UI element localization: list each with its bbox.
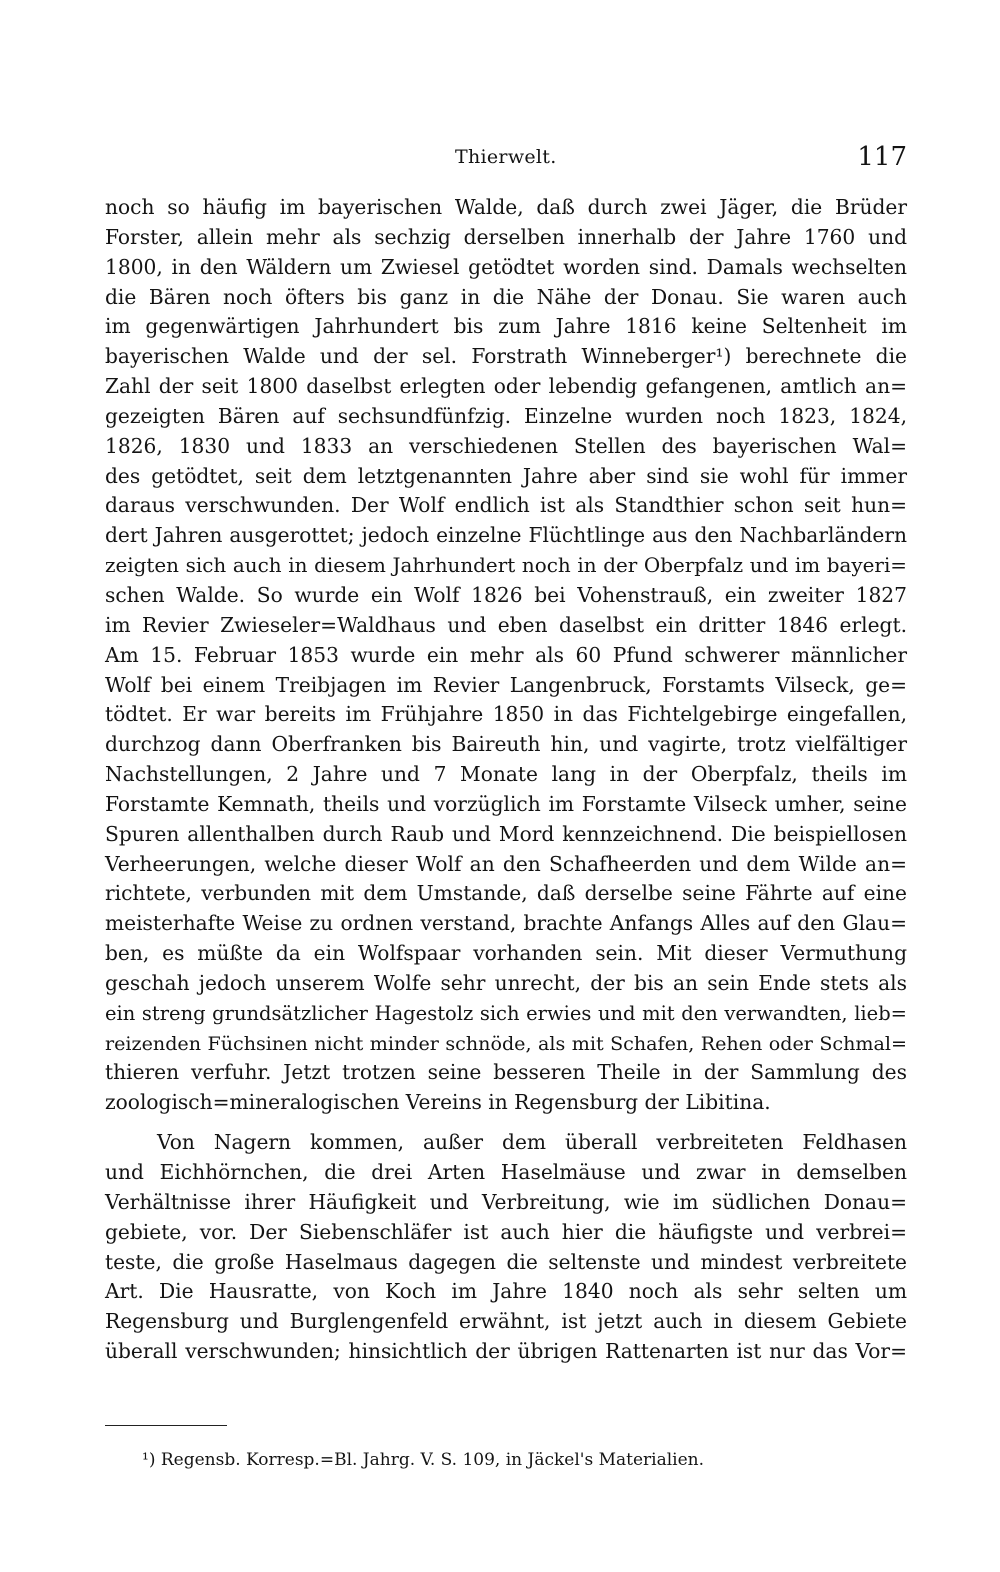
footnote-divider <box>105 1425 227 1426</box>
text-line: bayerischen Walde und der sel. Forstrath Winneberger¹) berechnete die <box>105 344 907 369</box>
text-line: Nachstellungen, 2 Jahre und 7 Monate lang in der Oberpfalz, theils im <box>105 762 907 787</box>
text-line: meisterhafte Weise zu ordnen verstand, brachte Anfangs Alles auf den Glau= <box>105 911 907 936</box>
text-line: thieren verfuhr. Jetzt trotzen seine besseren Theile in der Sammlung des <box>105 1060 907 1085</box>
text-line: und Eichhörnchen, die drei Arten Haselmäuse und zwar in demselben <box>105 1160 907 1184</box>
text-line: tödtet. Er war bereits im Frühjahre 1850 in das Fichtelgebirge eingefallen, <box>105 702 907 727</box>
text-line: Forstamte Kemnath, theils und vorzüglich im Forstamte Vilseck umher, seine <box>105 791 907 816</box>
body-text <box>105 193 907 1367</box>
paragraph <box>105 193 907 1118</box>
text-line: Regensburg und Burglengenfeld erwähnt, ist jetzt auch in diesem Gebiete <box>105 1309 907 1334</box>
text-line: reizenden Füchsinen nicht minder schnöde, als mit Schafen, Rehen oder Schmal= <box>105 1031 907 1055</box>
text-line: Wolf bei einem Treibjagen im Revier Langenbruck, Forstamts Vilseck, ge= <box>105 672 907 697</box>
text-line: die Bären noch öfters bis ganz in die Nähe der Donau. Sie waren auch <box>105 284 907 309</box>
running-head <box>105 142 907 178</box>
text-line: ben, es müßte da ein Wolfspaar vorhanden sein. Mit dieser Vermuthung <box>105 941 907 966</box>
text-line: noch so häufig im bayerischen Walde, daß durch zwei Jäger, die Brüder <box>105 195 907 219</box>
text-line: durchzog dann Oberfranken bis Baireuth hin, und vagirte, trotz vielfältiger <box>105 732 907 757</box>
text-line: Zahl der seit 1800 daselbst erlegten oder lebendig gefangenen, amtlich an= <box>105 374 907 399</box>
paragraph-gap <box>105 1118 907 1128</box>
text-line: Verheerungen, welche dieser Wolf an den Schafheerden und dem Wilde an= <box>105 851 907 876</box>
text-line: Von Nagern kommen, außer dem überall verbreiteten Feldhasen <box>157 1130 907 1155</box>
text-line: geschah jedoch unserem Wolfe sehr unrecht, der bis an sein Ende stets als <box>105 970 907 995</box>
text-line: im gegenwärtigen Jahrhundert bis zum Jahre 1816 keine Seltenheit im <box>105 314 907 339</box>
text-line: gezeigten Bären auf sechsundfünfzig. Einzelne wurden noch 1823, 1824, <box>105 403 907 428</box>
text-line: Art. Die Hausratte, von Koch im Jahre 1840 noch als sehr selten um <box>105 1279 907 1304</box>
footnote-text: Regensb. Korresp.=Bl. Jahrg. V. S. 109, in Jäckel's Materialien. <box>160 1450 705 1470</box>
text-line: Am 15. Februar 1853 wurde ein mehr als 60 Pfund schwerer männlicher <box>105 642 907 667</box>
text-line: zeigten sich auch in diesem Jahrhundert noch in der Oberpfalz und im bayeri= <box>105 554 907 578</box>
text-line: im Revier Zwieseler=Waldhaus und eben daselbst ein dritter 1846 erlegt. <box>105 612 907 637</box>
text-line: teste, die große Haselmaus dagegen die seltenste und mindest verbreitete <box>105 1249 907 1274</box>
footnote <box>142 1446 704 1474</box>
text-line: 1826, 1830 und 1833 an verschiedenen Stellen des bayerischen Wal= <box>105 433 907 458</box>
text-line: Spuren allenthalben durch Raub und Mord kennzeichnend. Die beispiellosen <box>105 821 907 846</box>
text-line: gebiete, vor. Der Siebenschläfer ist auch hier die häufigste und verbrei= <box>105 1219 907 1244</box>
text-line: ein streng grundsätzlicher Hagestolz sich erwies und mit den verwandten, lieb= <box>105 1001 907 1025</box>
text-line: zoologisch=mineralogischen Vereins in Regensburg der Libitina. <box>105 1090 771 1115</box>
text-line: überall verschwunden; hinsichtlich der übrigen Rattenarten ist nur das Vor= <box>105 1339 907 1364</box>
text-line: dert Jahren ausgerottet; jedoch einzelne Flüchtlinge aus den Nachbarländern <box>105 523 907 548</box>
footnote-marker: ¹) <box>142 1450 156 1470</box>
text-line: 1800, in den Wäldern um Zwiesel getödtet worden sind. Damals wechselten <box>105 254 907 279</box>
text-line: richtete, verbunden mit dem Umstande, daß derselbe seine Fährte auf eine <box>105 881 907 906</box>
text-line: daraus verschwunden. Der Wolf endlich ist als Standthier schon seit hun= <box>105 493 907 518</box>
paragraph <box>105 1128 907 1367</box>
section-title: Thierwelt. <box>455 146 557 168</box>
text-line: schen Walde. So wurde ein Wolf 1826 bei Vohenstrauß, ein zweiter 1827 <box>105 582 907 607</box>
text-line: des getödtet, seit dem letztgenannten Jahre aber sind sie wohl für immer <box>105 463 907 488</box>
text-line: Verhältnisse ihrer Häufigkeit und Verbreitung, wie im südlichen Donau= <box>105 1189 907 1214</box>
page-number: 117 <box>857 142 907 172</box>
text-line: Forster, allein mehr als sechzig derselben innerhalb der Jahre 1760 und <box>105 224 907 249</box>
